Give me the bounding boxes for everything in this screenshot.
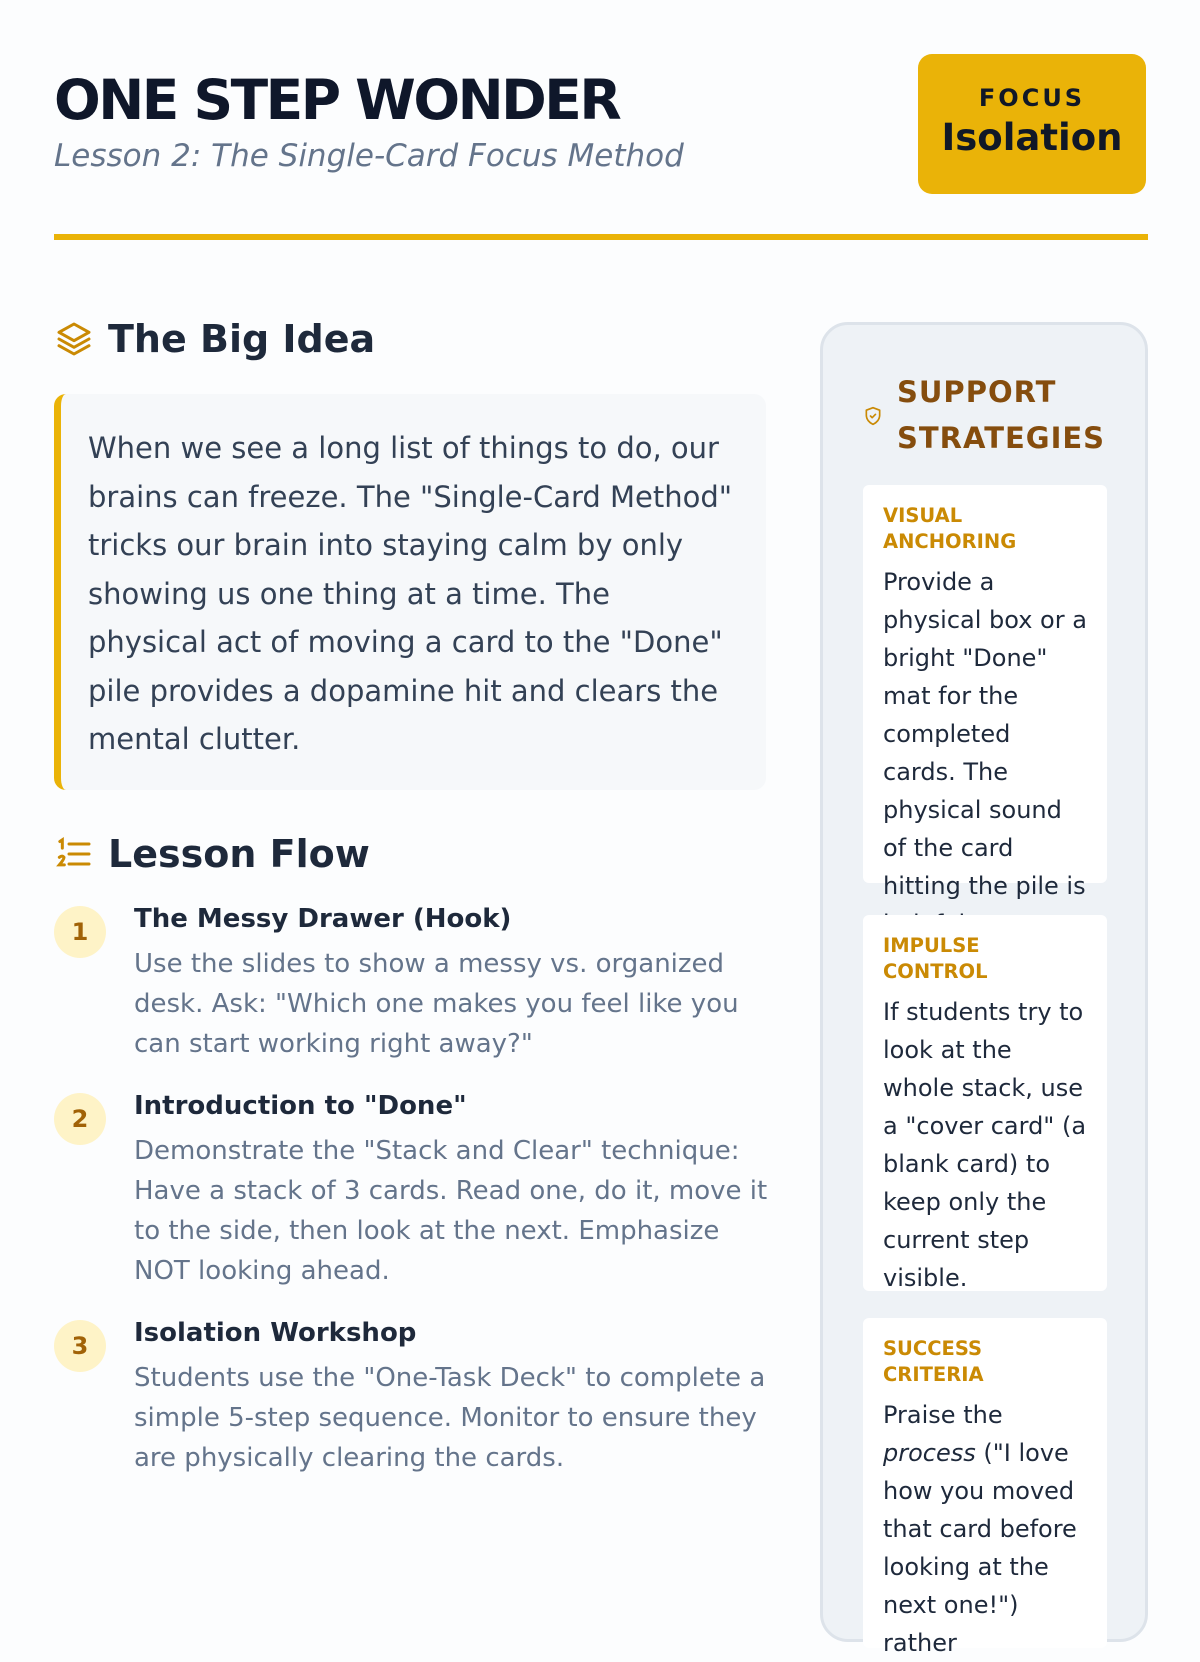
shield-icon (863, 405, 883, 427)
header-divider (54, 234, 1148, 240)
support-title: SUPPORT STRATEGIES (897, 375, 1106, 455)
step-description: Students use the "One-Task Deck" to complete a simple 5-step sequence. Monitor to ensure they are physically clearing the cards. (134, 1363, 766, 1473)
step-description: Demonstrate the "Stack and Clear" technique: Have a stack of 3 cards. Read one, do it, move it to the side, then look at the next. Emphasize NOT looking ahead. (134, 1136, 768, 1286)
step-description: Use the slides to show a messy vs. organized desk. Ask: "Which one makes you feel like you can start working right away?" (134, 949, 739, 1059)
step-number: 3 (54, 1320, 106, 1372)
strategy-title: SUCCESS CRITERIA (883, 1337, 984, 1386)
strategy-card (863, 915, 1107, 1291)
big-idea-heading (54, 314, 375, 364)
strategy-body-start: Praise the (883, 1401, 1003, 1429)
big-idea-callout (54, 394, 766, 790)
strategy-body: Provide a physical box or a bright "Done" mat for the completed cards. The physical sound of the card hitting the pile is (883, 568, 1087, 900)
lesson-flow-title: Lesson Flow (108, 832, 370, 876)
numbered-list-icon (54, 834, 94, 874)
support-strategies-panel (820, 322, 1148, 1657)
page-title: ONE STEP WONDER (54, 68, 620, 132)
strategy-body (883, 1396, 1087, 1662)
strategy-body: If students try to look at the whole stack, use a "cover card" (a blank card) to keep only the current step visible. (883, 998, 1087, 1292)
strategy-card (863, 1318, 1107, 1657)
page-subtitle: Lesson 2: The Single-Card Focus Method (54, 138, 684, 174)
step-title: Introduction to "Done" (134, 1091, 467, 1121)
big-idea-title: The Big Idea (108, 317, 376, 361)
focus-value: Isolation (941, 116, 1123, 159)
step-number: 2 (54, 1093, 106, 1145)
layers-icon (54, 319, 94, 359)
page-header (54, 50, 1146, 240)
strategy-body-end: ("I love how you moved that card before looking at the next one!") rather (883, 1439, 1077, 1657)
step-number: 1 (54, 906, 106, 958)
step-title: The Messy Drawer (Hook) (134, 904, 512, 934)
big-idea-text: When we see a long list of things to do, our brains can freeze. The "Single-Card Method" tricks our brain into staying calm by only showing us one thing at a time. The physical act of moving a card to the "Done" pile provides a dopamine hit and clears the mental clutter. (88, 431, 733, 756)
strategy-card (863, 485, 1107, 900)
strategy-body-emphasis: process (883, 1439, 976, 1467)
step-title: Isolation Workshop (134, 1318, 417, 1348)
strategy-title: IMPULSE CONTROL (883, 934, 988, 983)
strategy-title: VISUAL ANCHORING (883, 504, 1017, 553)
lesson-flow-heading (54, 829, 370, 879)
focus-label: FOCUS (978, 84, 1086, 112)
focus-badge (918, 54, 1146, 194)
